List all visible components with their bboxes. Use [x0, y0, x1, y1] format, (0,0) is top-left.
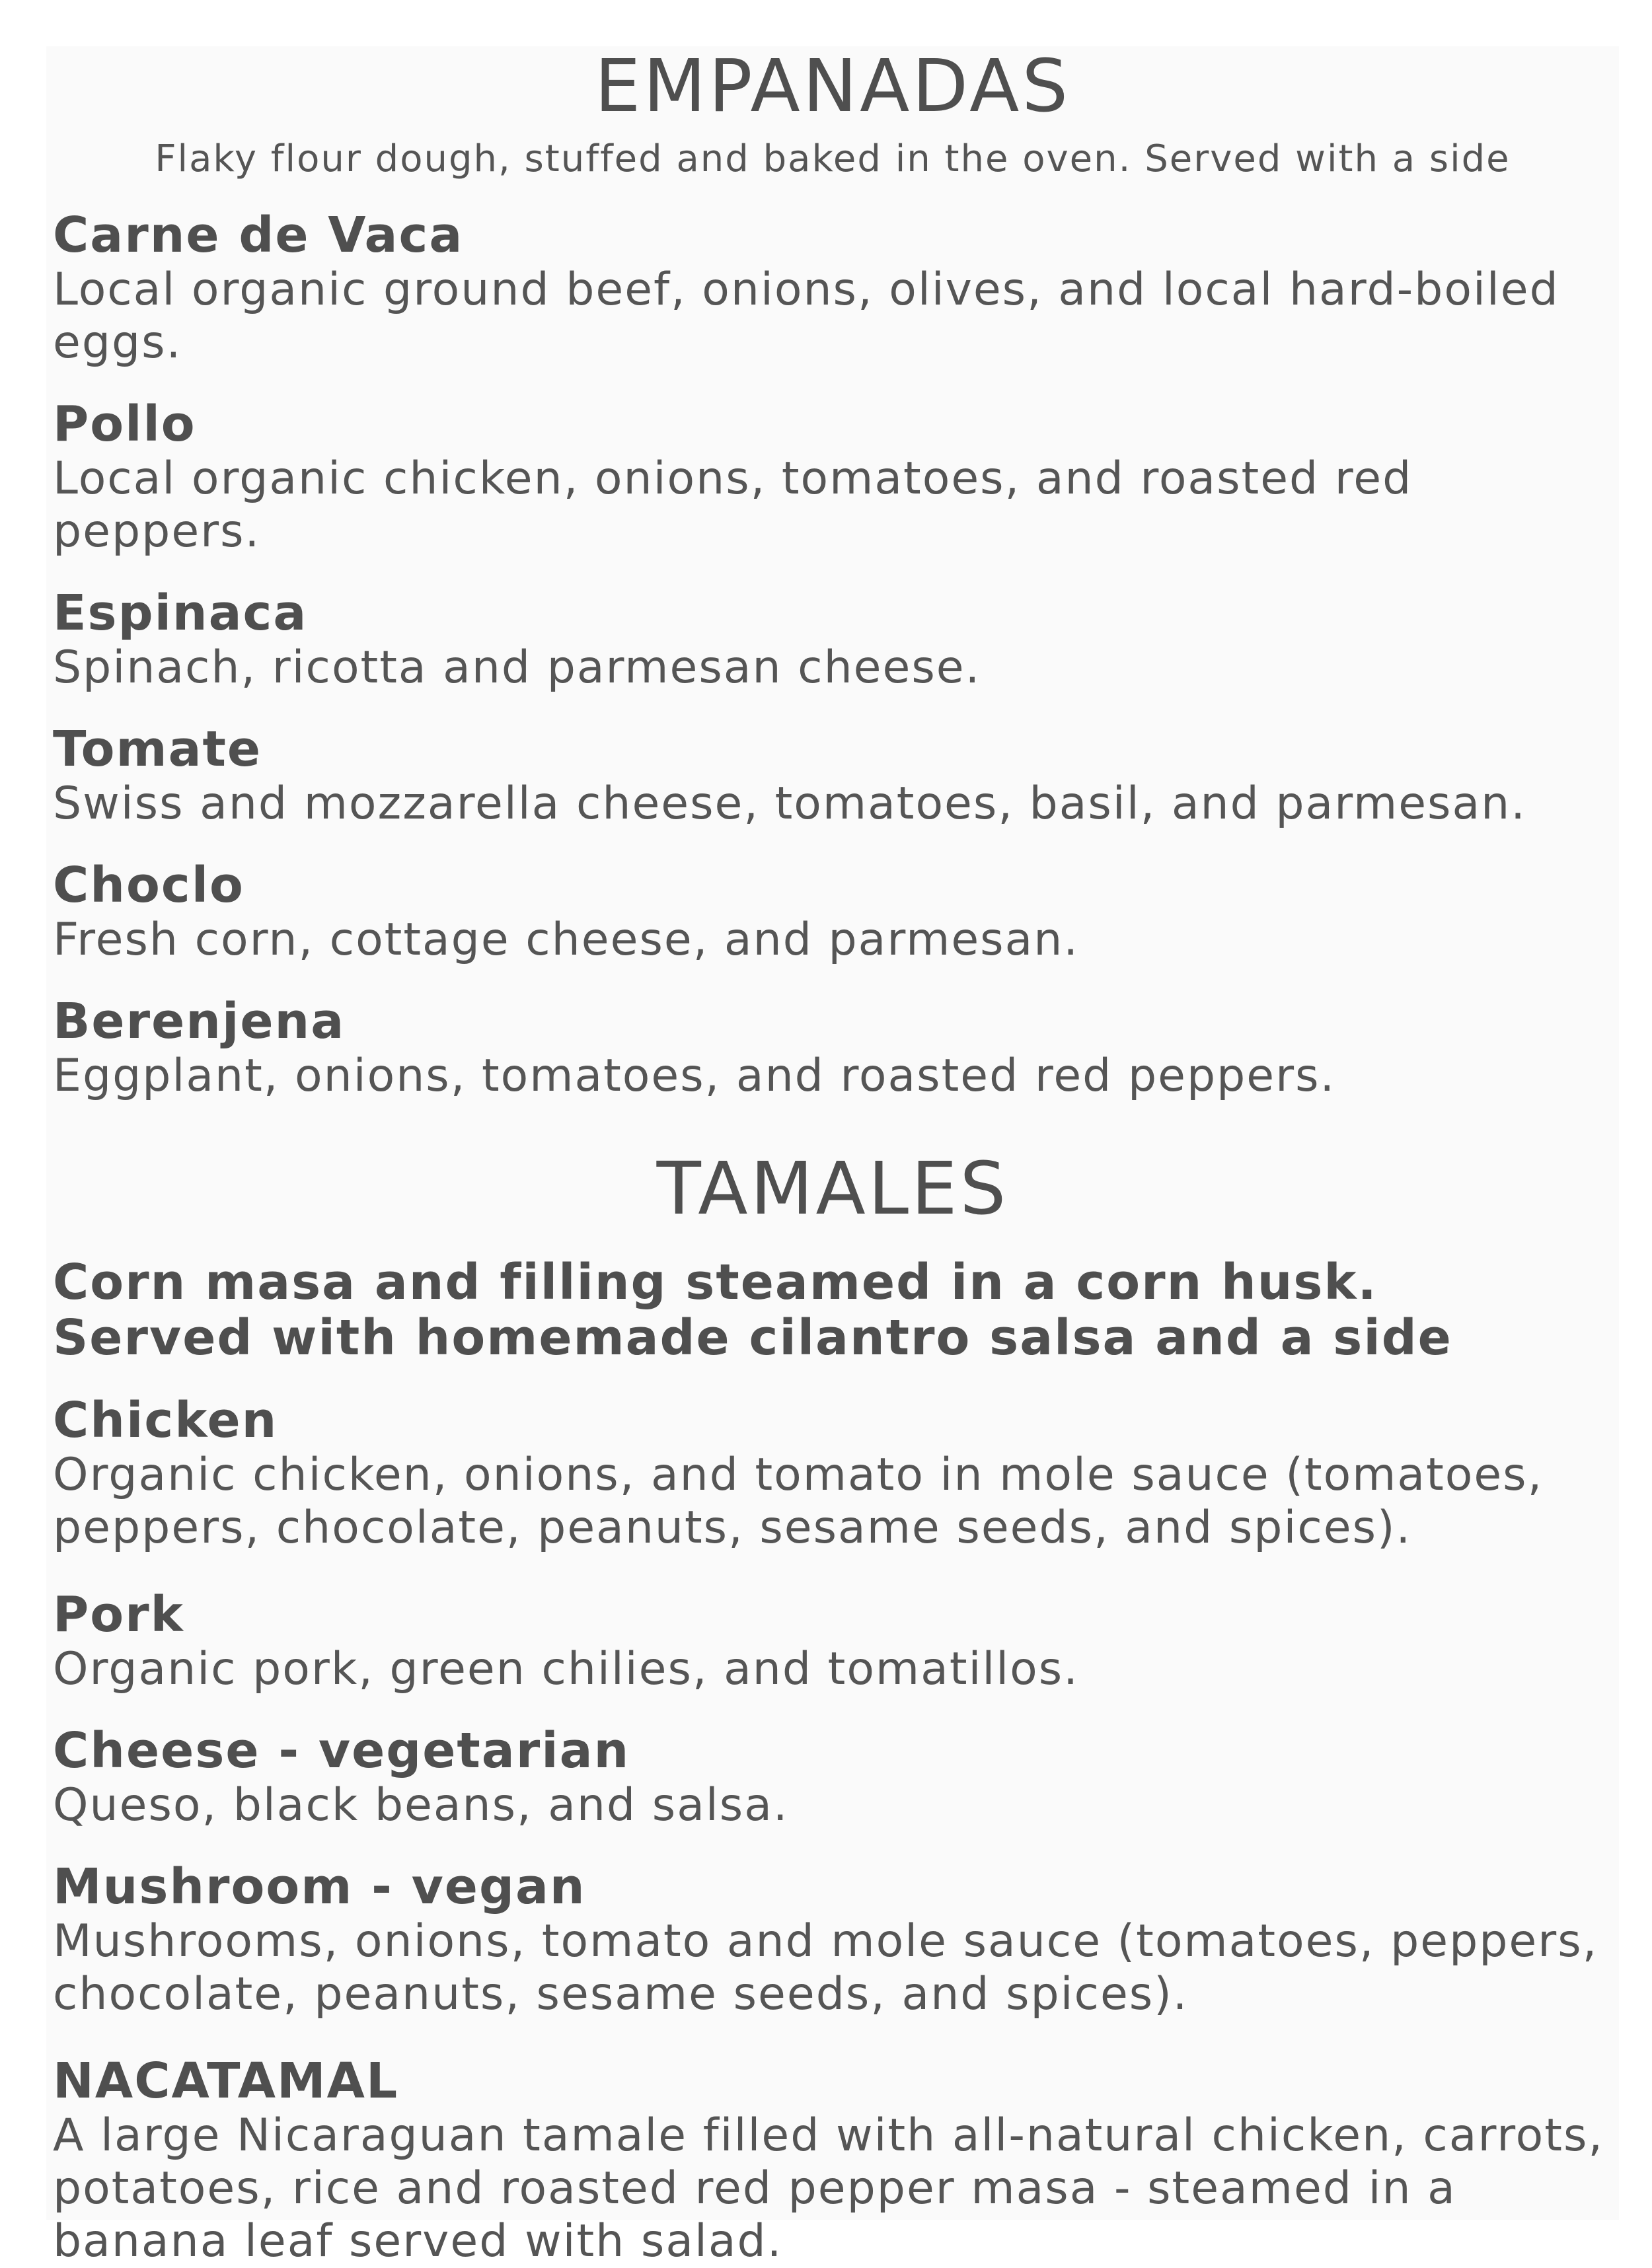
item-name: Carne de Vaca — [53, 207, 464, 264]
item-name: Choclo — [53, 857, 244, 914]
menu-item — [53, 1392, 1619, 1555]
item-name: Tomate — [53, 721, 262, 778]
item-description: Local organic chicken, onions, tomatoes, and roasted red peppers. — [53, 453, 1413, 558]
item-description: Swiss and mozzarella cheese, tomatoes, basil, and parmesan. — [53, 778, 1526, 830]
item-description: Queso, black beans, and salsa. — [53, 1779, 789, 1831]
item-name: Cheese - vegetarian — [53, 1722, 630, 1779]
menu-item — [53, 585, 1619, 694]
empanadas-title: EMPANADAS — [594, 44, 1071, 128]
menu-item — [53, 1858, 1619, 2021]
empanadas-subtitle: Flaky flour dough, stuffed and baked in the oven. Served with a side — [155, 137, 1511, 180]
item-description: A large Nicaraguan tamale filled with all-natural chicken, carrots, potatoes, rice and roasted red pepper masa - steamed in a banana leaf served with salad. — [53, 2109, 1604, 2267]
item-description: Organic chicken, onions, and tomato in mole sauce (tomatoes, peppers, chocolate, peanuts, sesame seeds, and spices). — [53, 1449, 1544, 1554]
menu-item — [53, 207, 1619, 369]
item-description: Spinach, ricotta and parmesan cheese. — [53, 641, 981, 694]
menu-item — [53, 2053, 1619, 2268]
tamales-list — [46, 1392, 1619, 2268]
menu-page — [46, 44, 1619, 2267]
item-name: Pollo — [53, 396, 196, 453]
item-name: Espinaca — [53, 585, 308, 641]
item-name: Chicken — [53, 1392, 278, 1449]
item-description: Fresh corn, cottage cheese, and parmesan. — [53, 914, 1079, 966]
item-description: Mushrooms, onions, tomato and mole sauce (tomatoes, peppers, chocolate, peanuts, sesame seeds, and spices). — [53, 1915, 1598, 2020]
tamales-subtitle: Corn masa and filling steamed in a corn husk. Served with homemade cilantro salsa and a side — [53, 1254, 1452, 1366]
item-name: Pork — [53, 1586, 184, 1643]
item-name: Berenjena — [53, 993, 346, 1050]
item-description: Eggplant, onions, tomatoes, and roasted red peppers. — [53, 1050, 1336, 1102]
menu-item — [53, 857, 1619, 967]
menu-item — [53, 1722, 1619, 1832]
menu-item — [53, 993, 1619, 1103]
item-name: Mushroom - vegan — [53, 1858, 586, 1915]
empanadas-list — [46, 207, 1619, 1103]
tamales-title: TAMALES — [656, 1146, 1009, 1231]
item-description: Organic pork, green chilies, and tomatillos. — [53, 1643, 1079, 1695]
item-name: NACATAMAL — [53, 2053, 399, 2109]
menu-item — [53, 1586, 1619, 1696]
menu-item — [53, 396, 1619, 558]
menu-item — [53, 721, 1619, 830]
item-description: Local organic ground beef, onions, olives, and local hard-boiled eggs. — [53, 264, 1559, 369]
